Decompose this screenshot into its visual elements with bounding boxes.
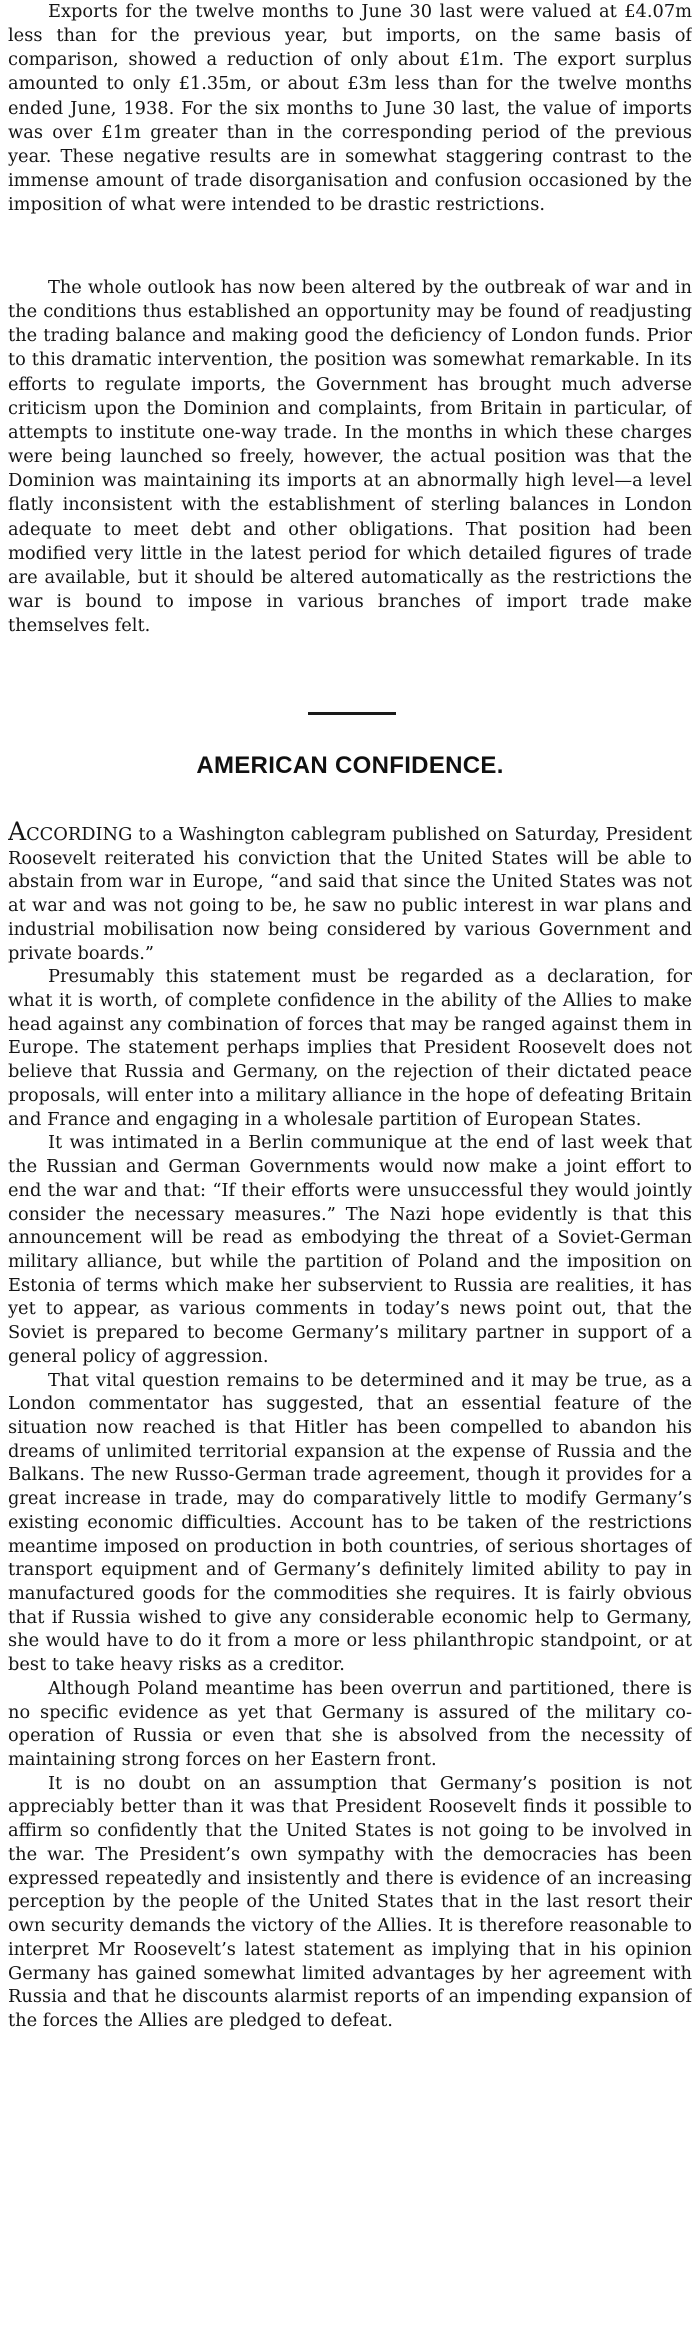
article-paragraph: It was intimated in a Berlin communique at the end of last week that the Russian and German Governments would now make a joint effort to end the war and that: “If their efforts were unsuccessful they would jointly consider the necessary measures.” The Nazi hope evidently is that this announcement will be read as embodying the threat of a Soviet-German military alliance, but while the partition of Poland and the imposition on Estonia of terms which make her subservient to Russia are realities, it has yet to appear, as various comments in today’s news point out, that the Soviet is prepared to become Germany’s military partner in support of a general policy of aggression.: [8, 1132, 692, 1367]
newspaper-clipping: [8, 0, 692, 2328]
article-lead-paragraph: [8, 817, 692, 965]
trade-paragraph-exports: Exports for the twelve months to June 30 last were valued at £4.07m less than for the previous year, but imports, on the same basis of comparison, showed a reduction of only about £1m. The export surplus amounted to only £1.35m, or about £3m less than for the twelve months ended June, 1938. For the six months to June 30 last, the value of imports was over £1m greater than in the corresponding period of the previous year. These negative results are in somewhat staggering contrast to the immense amount of trade disorganisation and confusion occasioned by the imposition of what were intended to be drastic restrictions.: [8, 1, 692, 216]
article-body: [8, 817, 692, 2033]
trade-paragraph-outlook: The whole outlook has now been altered by the outbreak of war and in the conditions thus established an opportunity may be found of readjusting the trading balance and making good the deficiency of London funds. Prior to this dramatic intervention, the position was somewhat remarkable. In its efforts to regulate imports, the Government has brought much adverse criticism upon the Dominion and complaints, from Britain in particular, of attempts to institute one-way trade. In the months in which these charges were being launched so freely, however, the actual position was that the Dominion was maintaining its imports at an abnormally high level—a level flatly inconsistent with the establishment of sterling balances in London adequate to meet debt and other obligations. That position had been modified very little in the latest period for which detailed figures of trade are available, but it should be altered automatically as the restrictions the war is bound to impose in various branches of import trade make themselves felt.: [8, 277, 692, 637]
lead-paragraph-text: CCORDING to a Washington cablegram published on Saturday, President Roosevelt reiterated his conviction that the United States will be able to abstain from war in Europe, “and said that since the United States was not at war and was not going to be, he saw no public interest in war plans and industrial mobilisation now being considered by various Government and private boards.”: [8, 824, 692, 964]
article-paragraph: Presumably this statement must be regarded as a declaration, for what it is worth, of complete confidence in the ability of the Allies to make head against any combination of forces that may be ranged against them in Europe. The statement perhaps implies that President Roosevelt does not believe that Russia and Germany, on the rejection of their dictated peace proposals, will enter into a military alliance in the hope of defeating Britain and France and engaging in a wholesale partition of European States.: [8, 966, 692, 1130]
article-paragraph: It is no doubt on an assumption that Germany’s position is not appreciably better than it was that President Roosevelt finds it possible to affirm so confidently that the United States is not going to be involved in the war. The President’s own sympathy with the democracies has been expressed repeatedly and insistently and there is evidence of an increasing perception by the people of the United States that in the last resort their own security demands the victory of the Allies. It is therefore reasonable to interpret Mr Roosevelt’s latest statement as implying that in his opinion Germany has gained somewhat limited advantages by her agreement with Russia and that he discounts alarmist reports of an impending expansion of the forces the Allies are pledged to defeat.: [8, 1772, 692, 2031]
section-divider: [308, 712, 396, 715]
article-headline: AMERICAN CONFIDENCE.: [196, 752, 504, 779]
article-paragraph: That vital question remains to be determined and it may be true, as a London commentator has suggested, that an essential feature of the situation now reached is that Hitler has been compelled to abandon his dreams of unlimited territorial expansion at the expense of Russia and the Balkans. The new Russo-German trade agreement, though it provides for a great increase in trade, may do comparatively little to modify Germany’s existing economic difficulties. Account has to be taken of the restrictions meantime imposed on production in both countries, of serious shortages of transport equipment and of Germany’s definitely limited ability to pay in manufactured goods for the commodities she requires. It is fairly obvious that if Russia wished to give any considerable economic help to Germany, she would have to do it from a more or less philanthropic standpoint, or at best to take heavy risks as a creditor.: [8, 1369, 692, 1676]
article-paragraph: Although Poland meantime has been overrun and partitioned, there is no specific evidence as yet that Germany is assured of the military co-operation of Russia or even that she is absolved from the necessity of maintaining strong forces on her Eastern front.: [8, 1677, 692, 1771]
lead-initial-letter: A: [8, 817, 27, 846]
